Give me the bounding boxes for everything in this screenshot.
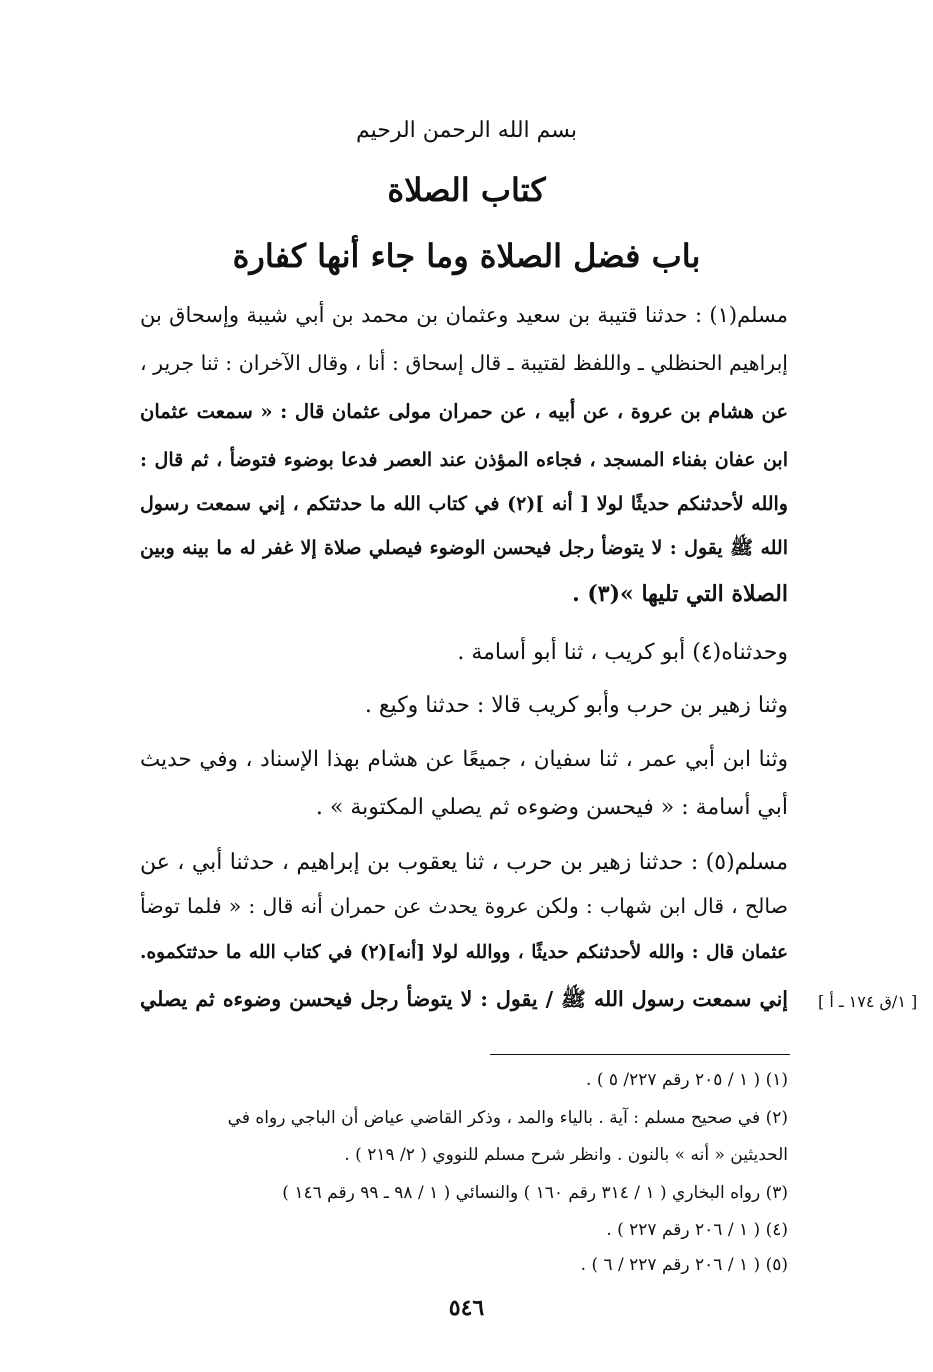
body-line-15: إني سمعت رسول الله ﷺ / يقول : لا يتوضأ رجل فيحسن وضوءه ثم يصلي (140, 987, 788, 1011)
chapter-title: باب فضل الصلاة وما جاء أنها كفارة (232, 237, 701, 275)
footnote-3: (٣) رواه البخاري ( ١ / ٣١٤ رقم ١٦٠ ) والنسائي ( ١ / ٩٨ ـ ٩٩ رقم ١٤٦ ) (282, 1183, 788, 1203)
body-line-3: عن هشام بن عروة ، عن أبيه ، عن حمران مولى عثمان قال : « سمعت عثمان (140, 400, 788, 423)
footnote-separator (490, 1054, 790, 1055)
body-line-6: الله ﷺ يقول : لا يتوضأ رجل فيحسن الوضوء فيصلي صلاة إلا غفر له ما بينه وبين (140, 537, 788, 559)
page-number: ٥٤٦ (448, 1295, 485, 1321)
margin-manuscript-ref: [ ١/ق ١٧٤ ـ أ ] (818, 992, 918, 1011)
body-line-9: وثنا زهير بن حرب وأبو كريب قالا : حدثنا وكيع . (364, 693, 788, 718)
body-line-8: وحدثناه(٤) أبو كريب ، ثنا أبو أسامة . (457, 640, 788, 665)
body-line-11: أبي أسامة : « فيحسن وضوءه ثم يصلي المكتوبة » . (315, 795, 788, 820)
footnote-5: (٥) ( ١ / ٢٠٦ رقم ٢٢٧ / ٦ ) . (580, 1255, 788, 1275)
footnote-2: (٢) في صحيح مسلم : آية . بالياء والمد ، وذكر القاضي عياض أن الباجي رواه في (227, 1108, 788, 1128)
body-line-5: والله لأحدثنكم حديثًا لولا [ أنه ](٢) في كتاب الله ما حدثتكم ، إني سمعت رسول (140, 493, 788, 515)
body-line-7: الصلاة التي تليها »(٣) . (572, 581, 788, 607)
basmala: بسم الله الرحمن الرحيم (355, 118, 578, 143)
body-line-1: مسلم(١) : حدثنا قتيبة بن سعيد وعثمان بن محمد بن أبي شيبة وإسحاق بن (140, 303, 788, 327)
footnote-2-cont: الحديثين « أنه » بالنون . وانظر شرح مسلم للنووي ( ٢/ ٢١٩ ) . (344, 1145, 788, 1165)
footnote-4: (٤) ( ١ / ٢٠٦ رقم ٢٢٧ ) . (606, 1220, 788, 1240)
footnote-1: (١) ( ١ / ٢٠٥ رقم ٢٢٧/ ٥ ) . (586, 1070, 788, 1090)
book-title: كتاب الصلاة (387, 171, 546, 209)
body-line-12: مسلم(٥) : حدثنا زهير بن حرب ، ثنا يعقوب بن إبراهيم ، حدثنا أبي ، عن (140, 850, 788, 875)
body-line-4: ابن عفان بفناء المسجد ، فجاءه المؤذن عند العصر فدعا بوضوء فتوضأ ، ثم قال : (140, 449, 788, 471)
body-line-14: عثمان قال : والله لأحدثنكم حديثًا ، ووالله لولا [أنه](٢) في كتاب الله ما حدثتكموه. (140, 942, 788, 963)
body-line-10: وثنا ابن أبي عمر ، ثنا سفيان ، جميعًا عن هشام بهذا الإسناد ، وفي حديث (140, 747, 788, 772)
body-line-13: صالح ، قال ابن شهاب : ولكن عروة يحدث عن حمران أنه قال : « فلما توضأ (140, 894, 788, 918)
body-line-2: إبراهيم الحنظلي ـ واللفظ لقتيبة ـ قال إسحاق : أنا ، وقال الآخران : ثنا جرير ، (140, 351, 788, 375)
